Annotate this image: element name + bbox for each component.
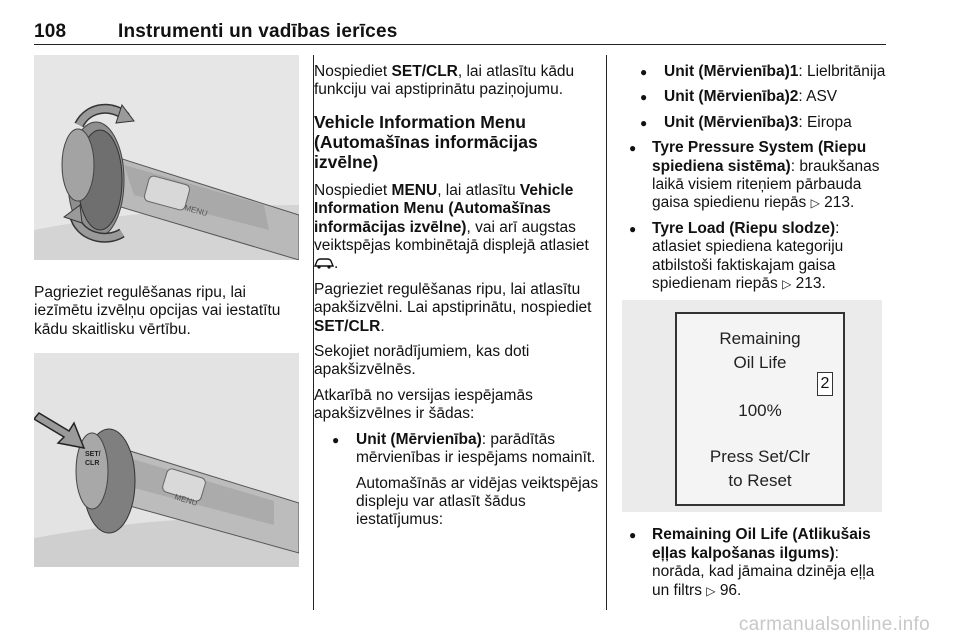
paragraph-versions: Atkarībā no versijas iespējamās apakšizvēlnes ir šādas: [314, 386, 533, 423]
page-number: 108 [34, 21, 67, 42]
display-value: 100% [738, 401, 782, 421]
page-ref-arrow-icon: ▷ [706, 583, 716, 598]
menu-label-fig2: MENU [173, 492, 199, 509]
bullet-unit-detail: Automašīnās ar vidējas veiktspējas displeju var atlasīt šādus iestatījumus: [356, 474, 599, 529]
display-line-2: Oil Life [733, 353, 787, 373]
page-ref-arrow-icon: ▷ [810, 196, 820, 211]
paragraph-set-clr: Nospiediet SET/CLR, lai atlasītu kādu funkciju vai apstiprinātu paziņojumu. [314, 63, 575, 99]
column-1 [34, 55, 299, 567]
bullet-tyre-load: ● Tyre Load (Riepu slodze): atlasiet spiediena kategoriju atbilstoši faktiskajam gaisa spiedienam riepās ▷ 213. [622, 220, 892, 294]
column-3 [622, 63, 892, 607]
display-line-3: Press Set/Clr [709, 447, 811, 467]
bullet-unit-2: ● Unit (Mērvienība)2: ASV [622, 88, 892, 106]
stalk-button-illustration [34, 353, 299, 567]
section-heading: Vehicle Information Menu (Automašīnas informācijas izvēlne) [314, 111, 538, 172]
column-divider-2 [606, 55, 607, 610]
bullet-unit: ● Unit (Mērvienība): parādītās mērvienības ir iespējams nomainīt. [314, 431, 599, 468]
display-page-indicator: 2 [817, 372, 833, 396]
display-line-4: to Reset [728, 471, 792, 491]
paragraph-menu: Nospiediet MENU, lai atlasītu Vehicle Information Menu (Automašīnas informācijas izvēlne), vai arī augstas veiktspējas kombinētajā displejā atlasiet . [314, 181, 589, 273]
watermark: carmanualsonline.info [738, 614, 930, 635]
display-frame [675, 312, 845, 506]
bullet-unit-1: ● Unit (Mērvienība)1: Lielbritānija [622, 63, 892, 81]
caption-1: Pagrieziet regulēšanas ripu, lai iezīmētu izvēlņu opcijas vai iestatītu kādu skaitlisku vērtību. [34, 284, 281, 338]
paragraph-follow: Sekojiet norādījumiem, kas doti apakšizvēlnēs. [314, 343, 530, 379]
set-label: SET/ [85, 451, 101, 459]
stalk-dial-illustration [34, 55, 299, 260]
clr-label: CLR [85, 460, 100, 468]
bullet-tyre-pressure: ● Tyre Pressure System (Riepu spiediena sistēma): braukšanas laikā visiem riteņiem pārbauda gaisa spiedienu riepās ▷ 213. [622, 139, 892, 213]
bullet-remaining-oil-life: ● Remaining Oil Life (Atlikušais eļļas kalpošanas ilgums): norāda, kad jāmaina dzinēja eļļa un filtrs ▷ 96. [622, 526, 892, 600]
figure-dial-rotation [34, 55, 299, 260]
page-ref-arrow-icon: ▷ [782, 277, 792, 292]
figure-set-clr-button [34, 353, 299, 567]
paragraph-rotate: Pagrieziet regulēšanas ripu, lai atlasītu apakšizvēlni. Lai apstiprinātu, nospiediet SET/CLR. [314, 280, 592, 335]
car-icon [314, 258, 334, 269]
column-2 [314, 63, 599, 537]
chapter-title: Instrumenti un vadības ierīces [118, 21, 398, 42]
display-line-1: Remaining [719, 329, 801, 349]
oil-life-display-figure [622, 300, 882, 512]
menu-label-fig1: MENU [183, 203, 209, 219]
bullet-unit-3: ● Unit (Mērvienība)3: Eiropa [622, 114, 892, 132]
page-header [34, 8, 886, 45]
